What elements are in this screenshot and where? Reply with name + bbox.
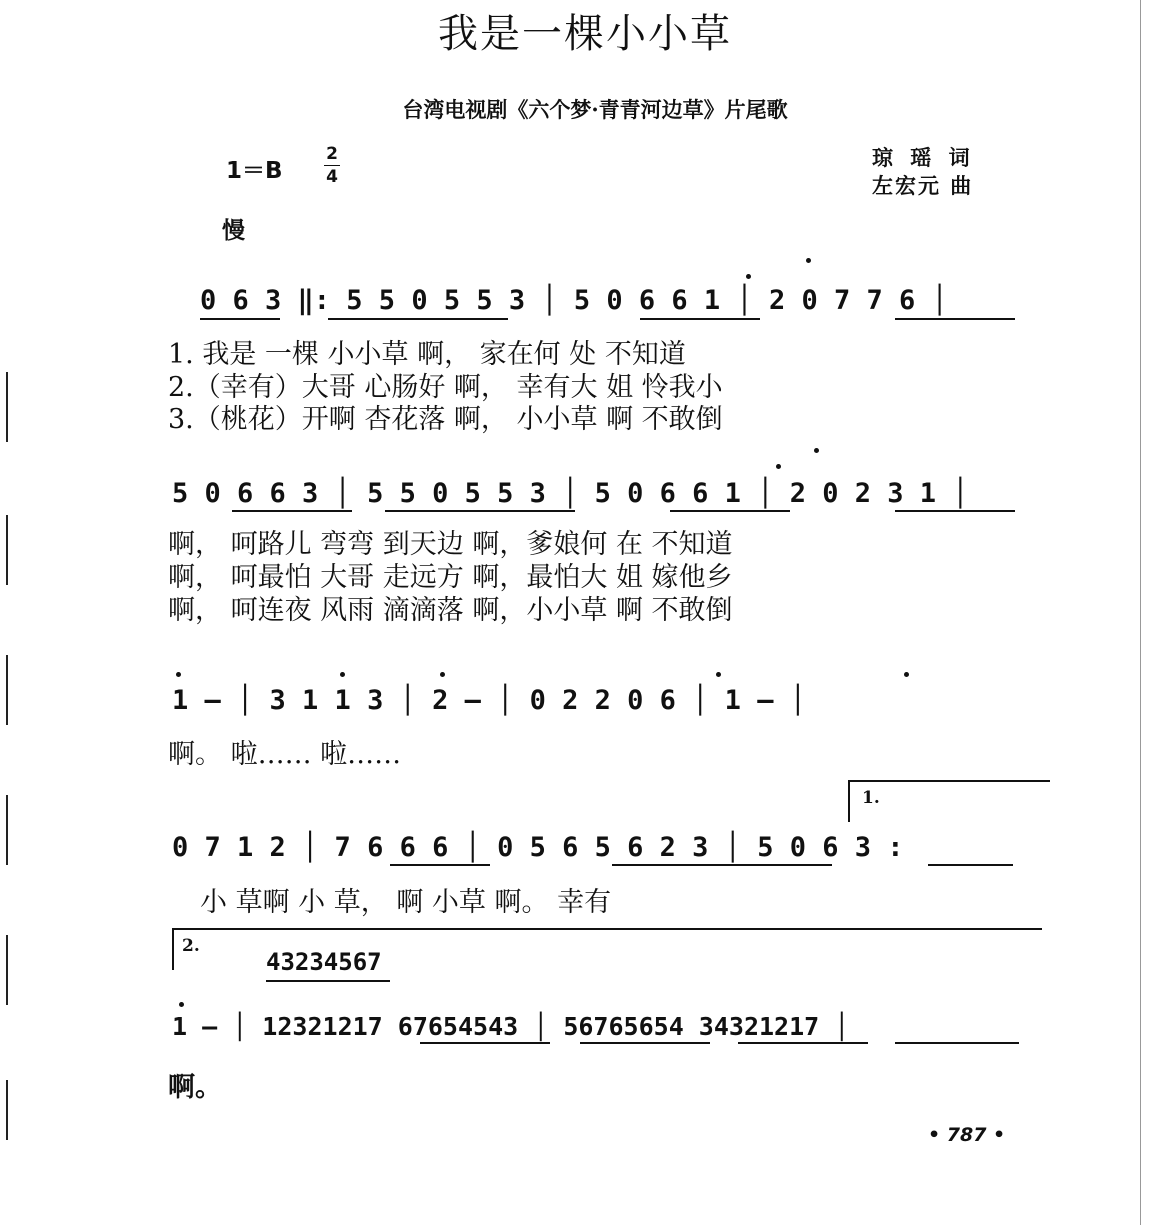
underline <box>738 1042 868 1044</box>
octave-dot <box>440 672 445 677</box>
underline <box>895 318 1015 320</box>
first-ending-label: 1. <box>862 788 880 808</box>
time-bottom: 4 <box>326 167 338 187</box>
octave-dot <box>814 448 819 453</box>
underline <box>385 510 575 512</box>
octave-dot <box>746 274 751 279</box>
time-top: 2 <box>326 144 338 164</box>
octave-dot <box>716 672 721 677</box>
underline <box>390 864 490 866</box>
octave-dot <box>776 464 781 469</box>
song-subtitle: 台湾电视剧《六个梦·青青河边草》片尾歌 <box>402 97 788 122</box>
notation-line-4: 0 7 1 2 │ 7 6 6 6 │ 0 5 6 5 6 2 3 │ 5 0 6 3 : <box>172 832 904 863</box>
binding-mark <box>6 655 8 725</box>
lyrics-1-verse2: 2.（幸有）大哥 心肠好 啊， 幸有大 姐 怜我小 <box>168 372 723 403</box>
octave-dot <box>340 672 345 677</box>
underline <box>266 980 390 982</box>
lyrics-4: 小 草啊 小 草， 啊 小草 啊。 幸有 <box>200 887 612 918</box>
second-ending-label: 2. <box>182 936 200 956</box>
underline <box>670 510 790 512</box>
page-edge <box>1140 0 1141 1225</box>
key-signature: 1＝B <box>226 158 283 184</box>
tempo-marking: 慢 <box>222 217 245 244</box>
composer-credit: 左宏元 曲 <box>872 173 974 198</box>
underline <box>200 318 280 320</box>
lyrics-1-verse1: 1. 我是 一棵 小小草 啊， 家在何 处 不知道 <box>168 339 686 370</box>
lyricist-credit: 琼 瑶 词 <box>872 145 975 170</box>
grace-notes: 43234567 <box>266 948 382 976</box>
octave-dot <box>806 258 811 263</box>
underline <box>328 318 508 320</box>
binding-mark <box>6 372 8 442</box>
lyrics-1-verse3: 3.（桃花）开啊 杏花落 啊， 小小草 啊 不敢倒 <box>168 404 723 435</box>
underline <box>580 1042 710 1044</box>
lyrics-2-verse1: 啊， 呵路儿 弯弯 到天边 啊，爹娘何 在 不知道 <box>168 529 733 560</box>
binding-mark <box>6 935 8 1005</box>
underline <box>420 1042 550 1044</box>
notation-line-1: 0 6 3 ‖: 5 5 0 5 5 3 │ 5 0 6 6 1 │ 2 0 7 7 6 │ <box>200 285 948 316</box>
lyrics-3: 啊。 啦…… 啦…… <box>168 739 402 770</box>
binding-mark <box>6 795 8 865</box>
lyrics-2-verse3: 啊， 呵连夜 风雨 滴滴落 啊，小小草 啊 不敢倒 <box>168 595 733 626</box>
notation-line-2: 5 0 6 6 3 │ 5 5 0 5 5 3 │ 5 0 6 6 1 │ 2 0 2 3 1 │ <box>172 478 969 509</box>
octave-dot <box>904 672 909 677</box>
underline <box>895 510 1015 512</box>
octave-dot <box>179 1002 184 1007</box>
lyrics-5: 啊。 <box>168 1072 222 1103</box>
octave-dot <box>176 672 181 677</box>
binding-mark <box>6 515 8 585</box>
underline <box>612 864 832 866</box>
binding-mark <box>6 1080 8 1140</box>
underline <box>928 864 1013 866</box>
notation-line-3: 1 — │ 3 1 1 3 │ 2 — │ 0 2 2 0 6 │ 1 — │ <box>172 685 806 716</box>
lyrics-2-verse2: 啊， 呵最怕 大哥 走远方 啊，最怕大 姐 嫁他乡 <box>168 562 733 593</box>
underline <box>895 1042 1019 1044</box>
underline <box>232 510 352 512</box>
underline <box>640 318 760 320</box>
time-signature <box>322 143 342 188</box>
notation-line-5: 1 — │ 12321217 67654543 │ 56765654 34321217 │ <box>172 1012 850 1041</box>
page-number: • 787 • <box>928 1124 1006 1146</box>
song-title: 我是一棵小小草 <box>438 11 732 57</box>
